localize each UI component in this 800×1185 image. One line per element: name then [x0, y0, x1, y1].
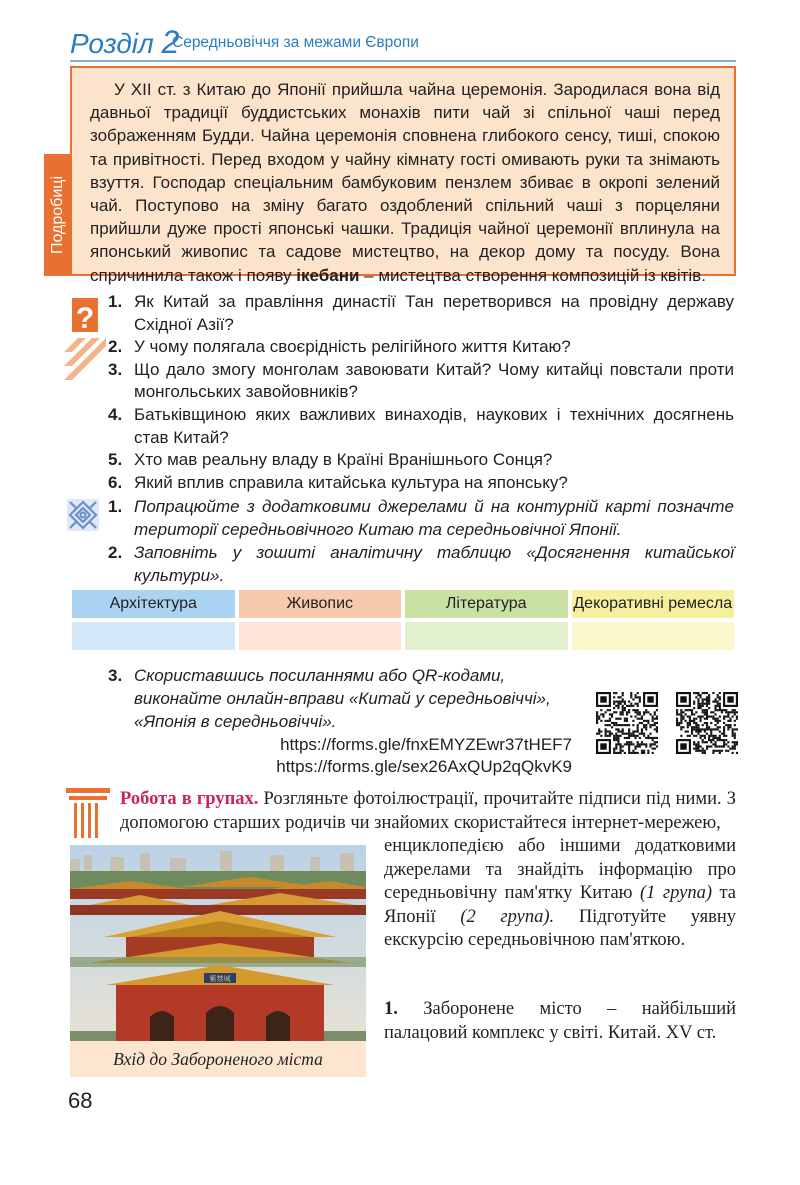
task-text: Скориставшись посиланнями або QR-кодами, виконайте онлайн-вправи «Китай у середньовіччі», «Японія в середньовіччі». — [134, 666, 551, 731]
task-item — [108, 495, 734, 541]
question-item — [108, 291, 734, 336]
qr-code-japan[interactable] — [676, 692, 738, 754]
table-header-cell: Живопис — [239, 590, 402, 618]
table-empty-cell — [572, 622, 735, 650]
question-number: 1. — [108, 292, 123, 311]
table-header-row — [72, 590, 734, 618]
monument-item — [384, 998, 736, 1045]
group-work-text-continued: енциклопедією або іншими додатковими джерелами та знайдіть інформацію про середньовічну пам'ятку Китаю — [384, 836, 736, 904]
task-3 — [108, 664, 578, 733]
photo-caption: Вхід до Забороненого міста — [70, 1041, 366, 1077]
link-japan[interactable]: https://forms.gle/sex26AxQUp2qQkvK9 — [276, 757, 572, 776]
question-item — [108, 404, 734, 449]
chapter-word: Розділ — [70, 28, 154, 59]
monument-number: 1. — [384, 999, 398, 1019]
group-1-label: (1 група) — [639, 883, 712, 904]
tasks-list — [108, 495, 734, 587]
gate-sign: 紫禁城 — [209, 975, 231, 983]
question-text: Який вплив справила китайська культура на японську? — [134, 472, 568, 492]
task-text: Заповніть у зошиті аналітичну таблицю «Досягнення китайської культури». — [134, 543, 734, 585]
svg-text:?: ? — [75, 302, 95, 335]
chapter-number: 2 — [161, 24, 180, 60]
group-work-paragraph — [120, 788, 736, 835]
group-work-continuation — [384, 835, 736, 953]
group-2-label: (2 група). — [460, 906, 555, 927]
table-header-cell: Архітектура — [72, 590, 235, 618]
group-and-japan: та Японії — [384, 883, 737, 927]
question-item — [108, 359, 734, 404]
chapter-subtitle: Середньовіччя за межами Європи — [172, 34, 419, 51]
table-empty-cell — [239, 622, 402, 650]
group-work-rest: Підготуйте уявну екскурсію середньовічною пам'яткою. — [384, 906, 736, 951]
question-number: 3. — [108, 359, 123, 379]
column-icon — [66, 788, 110, 838]
task-text: Попрацюйте з додатковими джерелами й на контурній карті позначте території середньовічного Китаю та середньовічної Японії. — [134, 497, 734, 539]
question-text: Що дало змогу монголам завоювати Китай? Чому китайці повстали проти монгольських завойовників? — [134, 359, 734, 402]
details-text-end: – мистецтва створення композицій із квітів. — [359, 265, 706, 285]
question-icon — [64, 292, 106, 384]
group-work-text: Розгляньте фотоілюстрації, прочитайте підписи під ними. З допомогою старших родичів чи знайомих скористайтеся інтернет-мережею, — [120, 789, 736, 833]
monument-text: Заборонене місто – найбільший палацовий комплекс у світі. Китай. XV ст. — [384, 999, 737, 1043]
question-number: 6. — [108, 472, 123, 492]
question-item — [108, 336, 734, 359]
qr-code-china[interactable] — [596, 692, 658, 754]
tasks-icon — [66, 498, 100, 532]
question-number: 5. — [108, 450, 123, 470]
task-number: 1. — [108, 497, 123, 516]
questions-list — [108, 291, 734, 494]
task-number: 2. — [108, 543, 123, 562]
details-bold-term: ікебани — [296, 265, 360, 285]
details-tab — [44, 154, 71, 276]
details-tab-label: Подробиці — [48, 176, 66, 254]
table-empty-cell — [72, 622, 235, 650]
link-china[interactable]: https://forms.gle/fnxEMYZEwr37tHEF7 — [280, 735, 572, 754]
table-header-cell: Декоративні ремесла — [572, 590, 735, 618]
question-number: 4. — [108, 404, 123, 424]
details-box — [70, 66, 736, 285]
question-number: 2. — [108, 337, 123, 357]
details-text-start: У XII ст. з Китаю до Японії прийшла чайна церемонія. Зародилася вона від давньої традиції буддистських монахів пити чай зі спільної чаші перед зображенням Будди. Чайна церемонія сповнена глибокого сенсу, тиші, спокою та привітності. Перед входом у чайну кімнату гості омивають руки та знімають взуття. Господар спеціальним бамбуковим пензлем збиває в окропі зелений чай. Поступово на зміну багато оздоблений спільний чаші з порцеляни прийшли дуже прості японські чашки. Традиція чайної церемонії вплинула на японський живопис та садове мистецтво, на декор дому та посуду. Вона спричинила також і появу — [90, 80, 720, 285]
question-text: Батьківщиною яких важливих винаходів, наукових і технічних досягнень став Китай? — [134, 404, 734, 447]
table-empty-row — [72, 622, 734, 650]
header-divider — [70, 60, 736, 62]
question-item — [108, 472, 734, 495]
table-empty-cell — [405, 622, 568, 650]
question-text: Як Китай за правління династії Тан перетворився на провідну державу Східної Азії? — [134, 292, 734, 334]
task-number: 3. — [108, 666, 123, 685]
forbidden-city-photo — [70, 845, 366, 1041]
group-work-heading: Робота в групах. — [120, 789, 259, 809]
question-item — [108, 449, 734, 472]
table-header-cell: Література — [405, 590, 568, 618]
page-number: 68 — [68, 1088, 93, 1113]
task-item — [108, 541, 734, 587]
achievements-table — [72, 590, 734, 650]
chapter-title — [70, 24, 179, 61]
question-text: Хто мав реальну владу в Країні Вранішнього Сонця? — [134, 450, 553, 470]
question-text: У чому полягала своєрідність релігійного життя Китаю? — [134, 337, 571, 357]
